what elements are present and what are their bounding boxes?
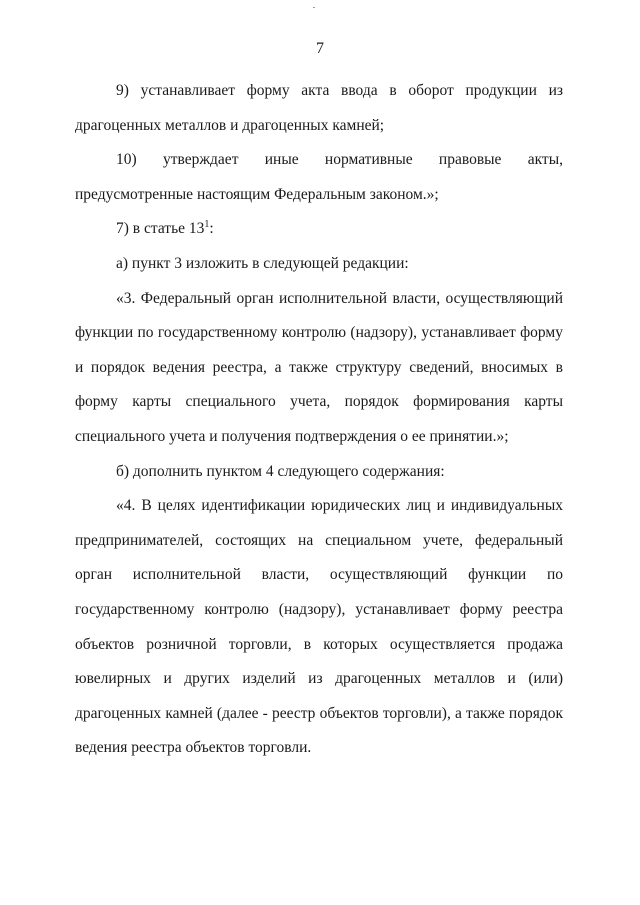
paragraph-subpoint-b: б) дополнить пунктом 4 следующего содержания: (116, 462, 445, 480)
document-body (75, 74, 563, 766)
paragraph-point-4-text: «4. В целях идентификации юридических лиц и индивидуальных предпринимателей, состоящих на специальном учете, федеральный орган исполнительной власти, осуществляющий функции по государственному контролю (надзору), устанавливает форму реестра объектов розничной торговли, в которых осуществляется продажа ювелирных и других изделий из драгоценных металлов и (или) драгоценных камней (далее - реестр объектов торговли), а также порядок ведения реестра объектов торговли. (75, 497, 563, 757)
paragraph-point-3-text: «3. Федеральный орган исполнительной власти, осуществляющий функции по государственному контролю (надзору), устанавливает форму и порядок ведения реестра, а также структуру сведений, вносимых в форму карты специального учета, порядок формирования карты специального учета и получения подтверждения о ее принятии.»; (75, 289, 563, 445)
article-ref-superscript: 1 (204, 219, 210, 231)
page-number: 7 (316, 40, 324, 57)
paragraph-item-9: 9) устанавливает форму акта ввода в оборот продукции из драгоценных металлов и драгоценных камней; (75, 82, 563, 134)
scan-speck (313, 7, 315, 8)
article-ref-text: 7) в статье 13 (116, 220, 205, 238)
paragraph-item-10: 10) утверждает иные нормативные правовые акты, предусмотренные настоящим Федеральным законом.»; (75, 151, 563, 203)
paragraph-subpoint-a: а) пункт 3 изложить в следующей редакции: (116, 254, 409, 272)
paragraph-article-13-1 (75, 212, 563, 247)
article-ref-colon: : (209, 220, 214, 238)
